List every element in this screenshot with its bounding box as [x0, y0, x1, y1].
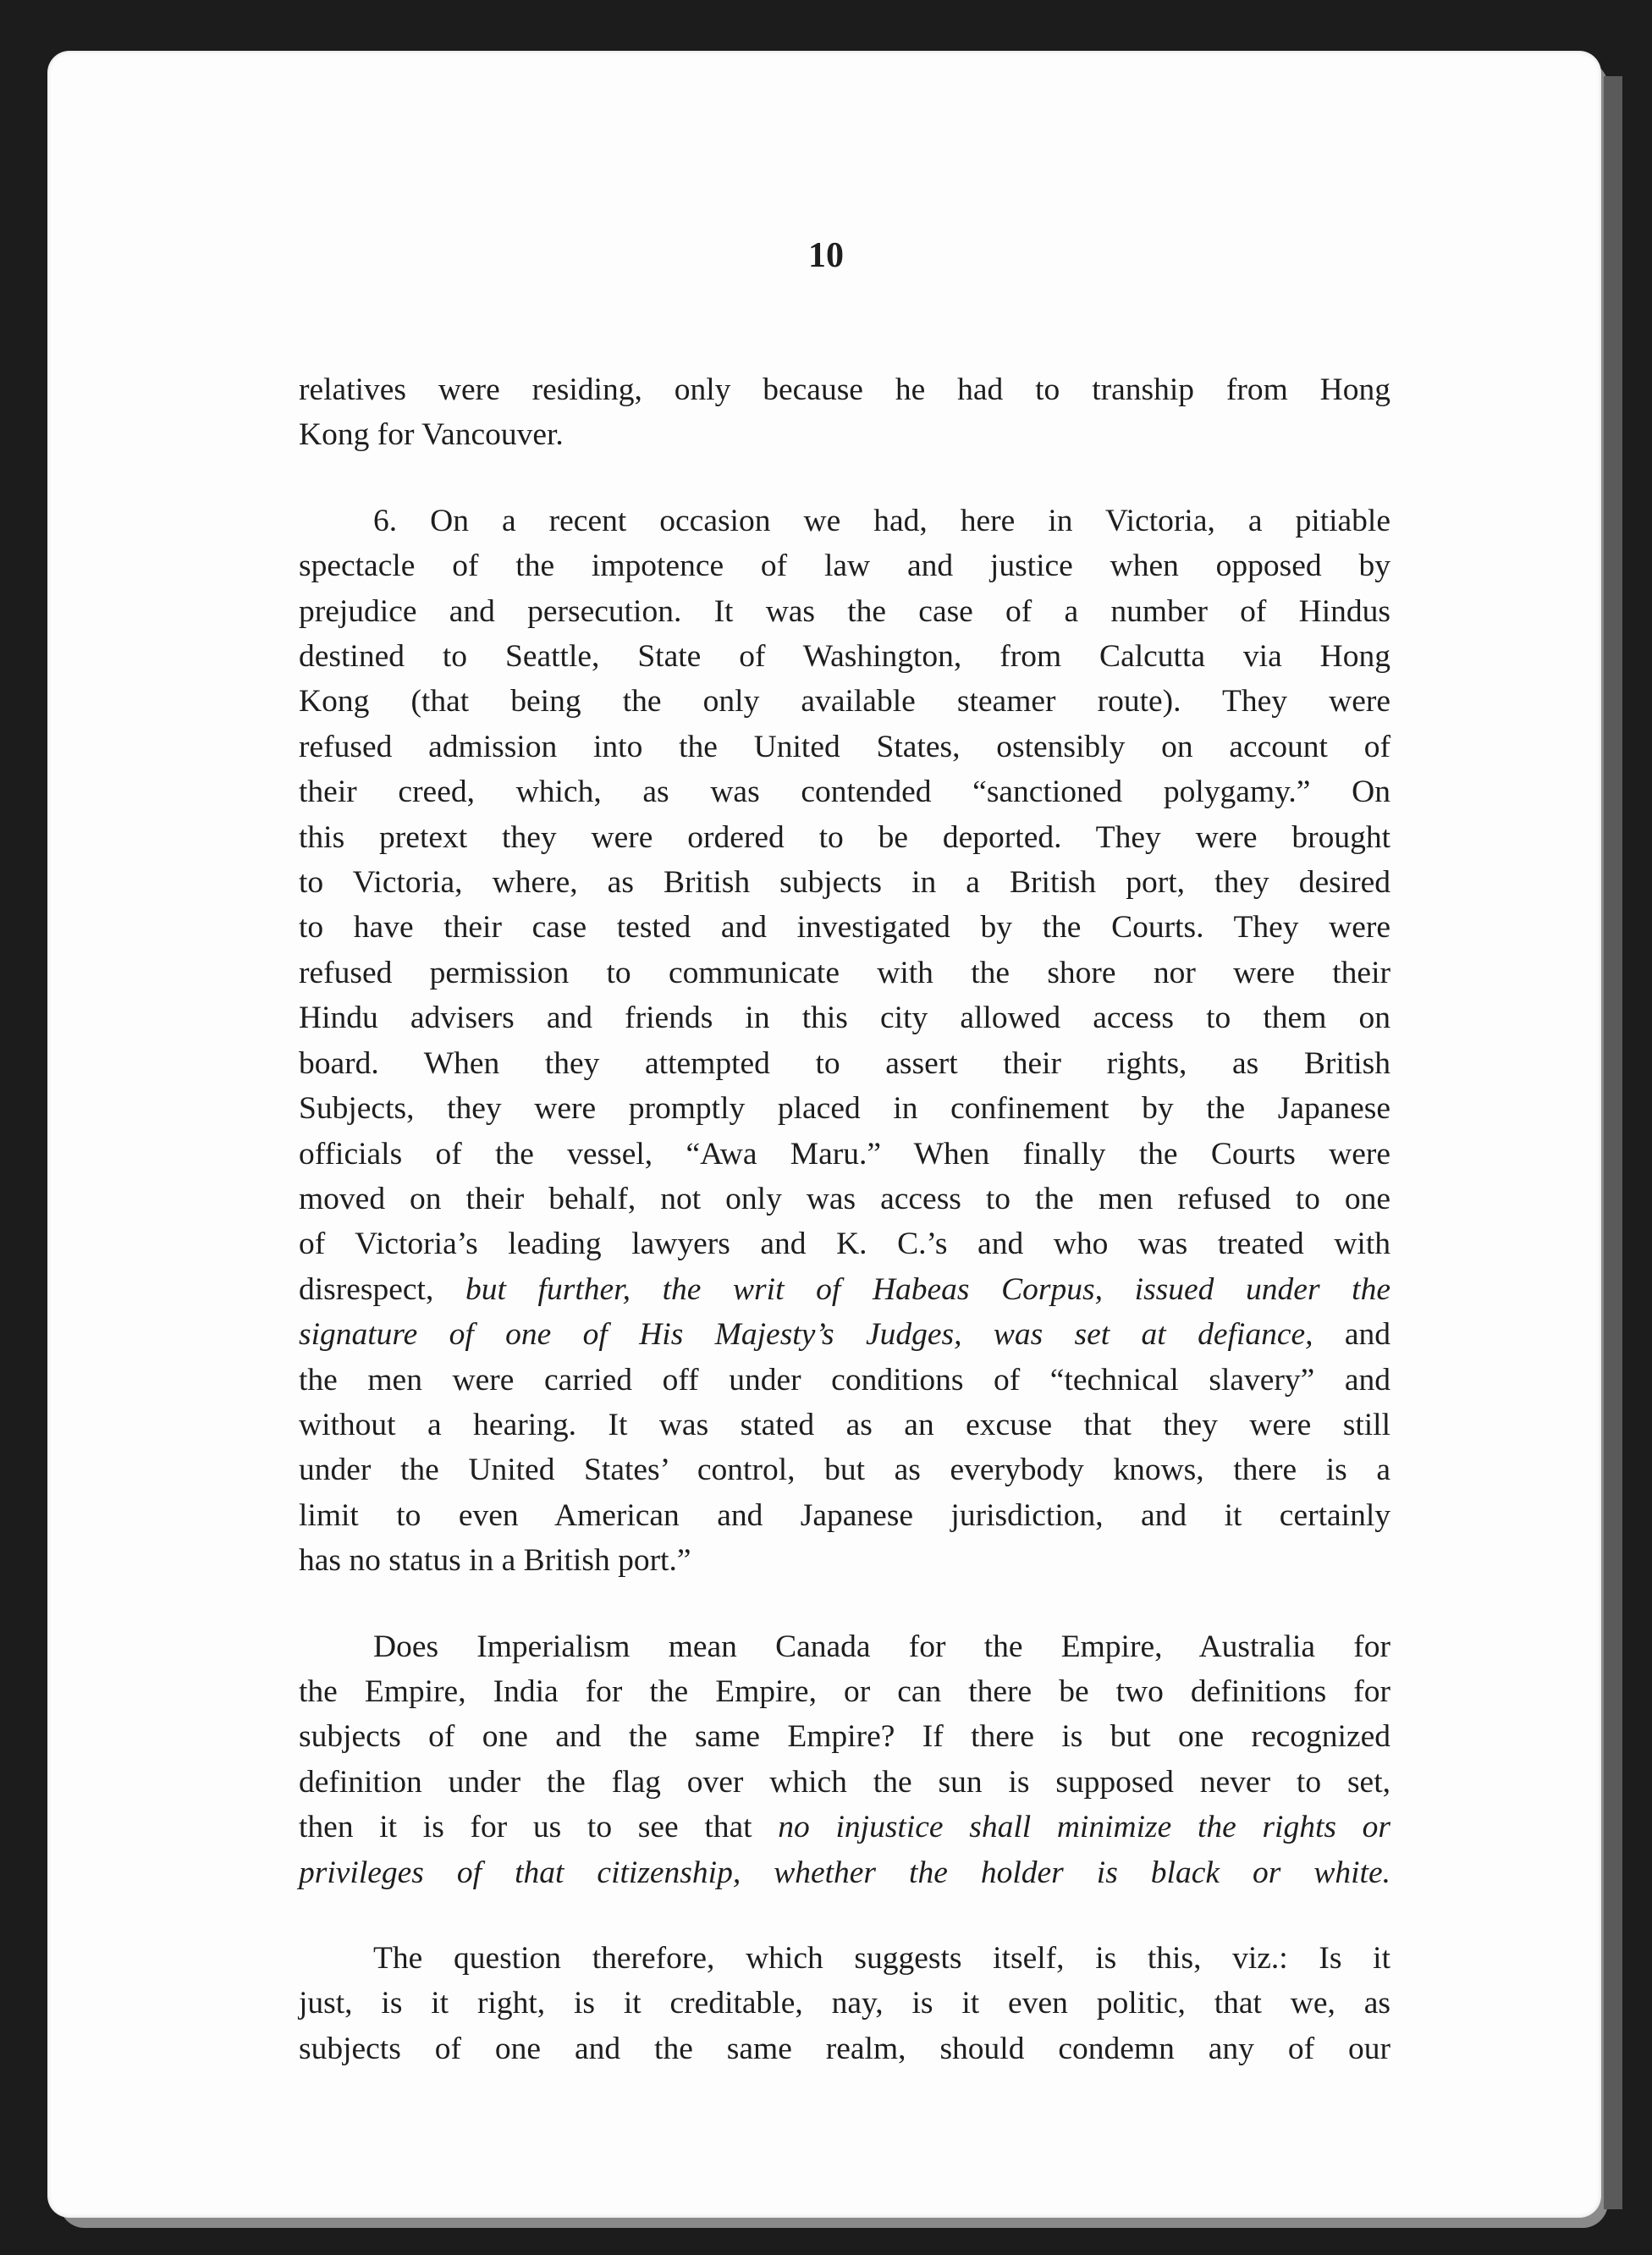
text-line: subjects of one and the same realm, should condemn any of our: [299, 2031, 1390, 2066]
text-line: prejudice and persecution. It was the case of a number of Hindus: [299, 593, 1390, 629]
italic-run: privileges of that citizenship, whether the holder is black or white.: [299, 1855, 1390, 1890]
text-line: to Victoria, where, as British subjects in a British port, they desired: [299, 865, 1390, 901]
text-line: [299, 1312, 1390, 1357]
text-line: [299, 1850, 1390, 1895]
text-line: [299, 1805, 1390, 1850]
text-line: the men were carried off under conditions of “technical slavery” and: [299, 1362, 1390, 1398]
italic-run: but further, the writ of Habeas Corpus, issued under the: [465, 1271, 1390, 1307]
book-spine: [1604, 76, 1622, 2209]
text-line: this pretext they were ordered to be deported. They were brought: [299, 819, 1390, 855]
italic-run: signature of one of His Majesty’s Judges, was set at defiance,: [299, 1317, 1313, 1353]
text-line: of Victoria’s leading lawyers and K. C.’s and who was treated with: [299, 1227, 1390, 1262]
text-line: Kong (that being the only available steamer route). They were: [299, 684, 1390, 720]
text-line: just, is it right, is it creditable, nay, is it even politic, that we, as: [299, 1986, 1390, 2021]
text-line: moved on their behalf, not only was access to the men refused to one: [299, 1181, 1390, 1216]
text-line: relatives were residing, only because he had to tranship from Hong: [299, 372, 1390, 407]
text-line: Does Imperialism mean Canada for the Empire, Australia for: [373, 1629, 1390, 1664]
text-line: Hindu advisers and friends in this city allowed access to them on: [299, 1001, 1390, 1036]
text-line: officials of the vessel, “Awa Maru.” When finally the Courts were: [299, 1136, 1390, 1172]
page-number: 10: [808, 236, 844, 275]
italic-run: no injustice shall minimize the rights or: [778, 1810, 1391, 1845]
paragraph-4: [299, 1936, 1390, 2071]
paragraph-2: [299, 499, 1390, 1584]
text-line: under the United States’ control, but as everybody knows, there is a: [299, 1453, 1390, 1488]
body-text: [299, 367, 1390, 2071]
text-line: the Empire, India for the Empire, or can there be two definitions for: [299, 1673, 1390, 1709]
text-line: refused permission to communicate with the shore nor were their: [299, 955, 1390, 990]
paragraph-3: [299, 1624, 1390, 1895]
text-run: then it is for us to see that: [299, 1810, 752, 1845]
text-line: without a hearing. It was stated as an excuse that they were still: [299, 1407, 1390, 1442]
text-line: their creed, which, as was contended “sanctioned polygamy.” On: [299, 775, 1390, 810]
text-line: destined to Seattle, State of Washington, from Calcutta via Hong: [299, 639, 1390, 675]
text-line: 6. On a recent occasion we had, here in Victoria, a pitiable: [373, 503, 1390, 538]
paragraph-1: [299, 367, 1390, 458]
text-line: spectacle of the impotence of law and justice when opposed by: [299, 549, 1390, 584]
text-line: [299, 1267, 1390, 1312]
text-line: to have their case tested and investigated by the Courts. They were: [299, 910, 1390, 946]
text-line: The question therefore, which suggests itself, is this, viz.: Is it: [373, 1941, 1390, 1976]
text-line: board. When they attempted to assert their rights, as British: [299, 1045, 1390, 1081]
text-line: refused admission into the United States, ostensibly on account of: [299, 729, 1390, 764]
text-line: subjects of one and the same Empire? If there is but one recognized: [299, 1719, 1390, 1755]
text-line: limit to even American and Japanese jurisdiction, and it certainly: [299, 1497, 1390, 1533]
text-line: Kong for Vancouver.: [299, 417, 564, 453]
text-run: and: [1344, 1317, 1390, 1353]
text-line: Subjects, they were promptly placed in confinement by the Japanese: [299, 1091, 1390, 1127]
text-line: definition under the flag over which the sun is supposed never to set,: [299, 1764, 1390, 1800]
text-line: has no status in a British port.”: [299, 1543, 691, 1579]
text-run: disrespect,: [299, 1271, 434, 1307]
